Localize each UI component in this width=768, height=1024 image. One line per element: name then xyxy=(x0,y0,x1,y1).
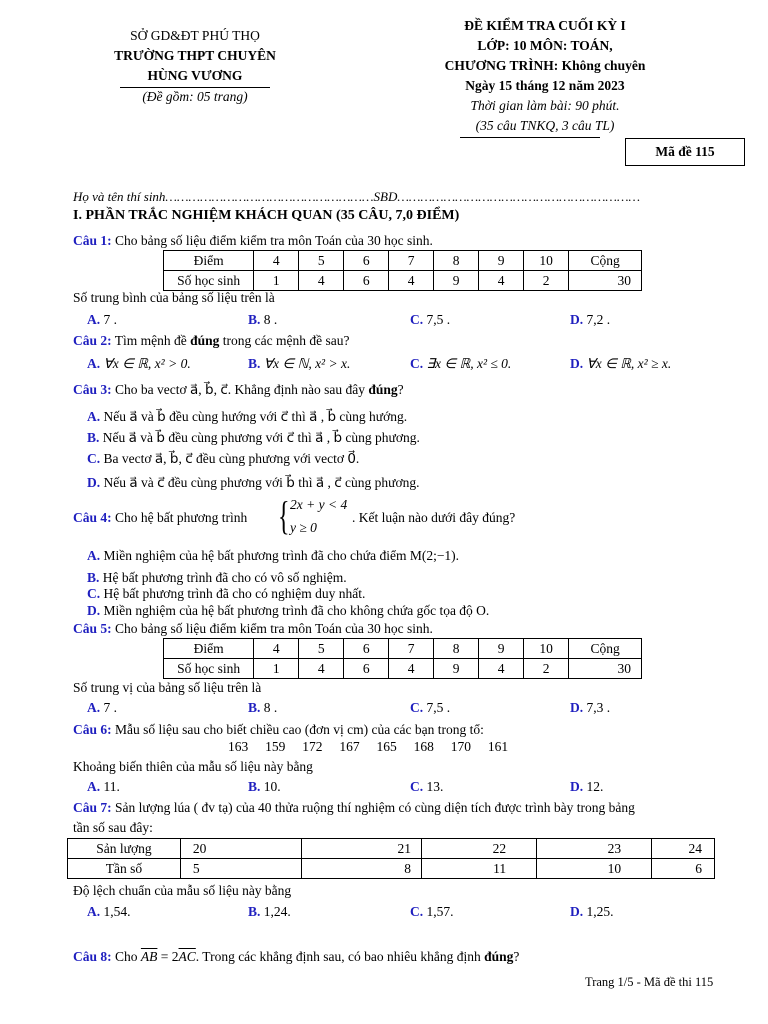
table-row xyxy=(164,639,642,659)
table-row xyxy=(68,859,715,879)
header-right-rule xyxy=(460,137,600,138)
table-row xyxy=(164,251,642,271)
header-left-rule xyxy=(120,87,270,88)
question-5: Câu 5: Cho bảng số liệu điểm kiểm tra môn Toán của 30 học sinh. xyxy=(73,621,433,636)
question-6: Câu 6: Mẫu số liệu sau cho biết chiều cao (đơn vị cm) của các bạn trong tổ: xyxy=(73,722,484,737)
question-4-tail: . Kết luận nào dưới đây đúng? xyxy=(352,510,516,525)
table-cell: 10 xyxy=(537,859,652,879)
system-line-2: y ≥ 0 xyxy=(290,520,317,535)
table-cell: Số học sinh xyxy=(164,659,254,679)
table-cell: 9 xyxy=(479,251,524,271)
question-3: Câu 3: Cho ba vectơ a⃗, b⃗, c⃗. Khẳng định nào sau đây đúng? xyxy=(73,382,404,397)
score-table-1 xyxy=(163,250,642,291)
option-d[interactable]: D. 7,3 . xyxy=(570,700,611,715)
option-a[interactable]: A. 7 . xyxy=(87,312,117,327)
table-cell: 8 xyxy=(434,251,479,271)
table-cell: 4 xyxy=(299,271,344,291)
table-cell: 9 xyxy=(434,271,479,291)
department-name: SỞ GD&ĐT PHÚ THỌ xyxy=(130,28,260,43)
table-cell: 2 xyxy=(524,271,569,291)
option-b[interactable]: B. 1,24. xyxy=(248,904,291,919)
option-c[interactable]: C. 13. xyxy=(410,779,444,794)
table-cell: 30 xyxy=(569,271,642,291)
table-cell: Cộng xyxy=(569,251,642,271)
question-1-prompt: Số trung bình của bảng số liệu trên là xyxy=(73,290,275,305)
page-footer: Trang 1/5 - Mã đề thi 115 xyxy=(585,975,714,989)
table-cell: 4 xyxy=(389,659,434,679)
table-cell: 1 xyxy=(254,659,299,679)
option-d[interactable]: D. 7,2 . xyxy=(570,312,611,327)
exam-class-subject: LỚP: 10 MÔN: TOÁN, xyxy=(477,38,613,53)
table-row xyxy=(68,839,715,859)
option-d[interactable]: D. 12. xyxy=(570,779,604,794)
exam-program: CHƯƠNG TRÌNH: Không chuyên xyxy=(444,58,646,73)
table-cell: 8 xyxy=(434,639,479,659)
option-b[interactable]: B. 10. xyxy=(248,779,281,794)
section-title: I. PHẦN TRẮC NGHIỆM KHÁCH QUAN (35 CÂU, 7,0 ĐIỂM) xyxy=(73,208,460,223)
school-name: TRƯỜNG THPT CHUYÊN xyxy=(114,48,276,63)
question-label: Câu 1: xyxy=(73,233,112,248)
option-a[interactable]: A. 7 . xyxy=(87,700,117,715)
table-cell: 5 xyxy=(180,859,302,879)
table-cell: 6 xyxy=(344,639,389,659)
table-cell: 21 xyxy=(302,839,422,859)
table-cell: 4 xyxy=(479,271,524,291)
table-cell: 1 xyxy=(254,271,299,291)
question-4: Câu 4: Cho hệ bất phương trình xyxy=(73,510,248,525)
table-cell: 5 xyxy=(299,639,344,659)
exam-structure: (35 câu TNKQ, 3 câu TL) xyxy=(475,118,615,133)
option-a[interactable]: A. Miền nghiệm của hệ bất phương trình đã cho chứa điểm M(2;−1). xyxy=(87,548,460,563)
table-cell: 9 xyxy=(434,659,479,679)
option-b[interactable]: B. 8 . xyxy=(248,700,278,715)
table-cell: 6 xyxy=(652,859,715,879)
option-a[interactable]: A. 1,54. xyxy=(87,904,131,919)
question-8: Câu 8: Cho $\overline{AB} = 2\overline{AC}$. Trong các khẳng định sau, có bao nhiêu khẳng định đúng? xyxy=(73,949,520,964)
question-7-line-2: tần số sau đây: xyxy=(73,820,153,835)
table-cell: 4 xyxy=(479,659,524,679)
option-b[interactable]: B. ∀x ∈ ℕ, x² > x. xyxy=(248,356,351,371)
option-a[interactable]: A. 11. xyxy=(87,779,120,794)
option-b[interactable]: B. 8 . xyxy=(248,312,278,327)
table-cell: 6 xyxy=(344,659,389,679)
table-cell: 7 xyxy=(389,251,434,271)
option-d[interactable]: D. 1,25. xyxy=(570,904,614,919)
exam-duration: Thời gian làm bài: 90 phút. xyxy=(470,98,620,113)
question-2: Câu 2: Tìm mệnh đề đúng trong các mệnh đề sau? xyxy=(73,333,350,348)
table-cell: 4 xyxy=(254,251,299,271)
table-cell: 4 xyxy=(389,271,434,291)
table-cell: 9 xyxy=(479,639,524,659)
table-cell: 10 xyxy=(524,251,569,271)
table-cell: 4 xyxy=(254,639,299,659)
height-values: 163 159 172 167 165 168 170 161 xyxy=(228,739,509,754)
option-a[interactable]: A. ∀x ∈ ℝ, x² > 0. xyxy=(87,356,191,371)
option-d[interactable]: D. Nếu a⃗ và c⃗ đều cùng phương với b⃗ thì a⃗ , c⃗ cùng phương. xyxy=(87,475,420,490)
system-line-1: 2x + y < 4 xyxy=(290,497,348,512)
table-cell: 22 xyxy=(422,839,537,859)
option-c[interactable]: C. Ba vectơ a⃗, b⃗, c⃗ đều cùng phương với vectơ 0⃗. xyxy=(87,451,360,466)
student-info-line: Họ và tên thí sinh………………………………………………SBD……………………………………………………… xyxy=(73,189,641,204)
option-b[interactable]: B. Nếu a⃗ và b⃗ đều cùng phương với c⃗ thì a⃗ , b⃗ cùng phương. xyxy=(87,430,420,445)
system-brace: { xyxy=(278,493,290,538)
option-c[interactable]: C. 1,57. xyxy=(410,904,454,919)
school-name-2: HÙNG VƯƠNG xyxy=(147,68,243,83)
exam-date: Ngày 15 tháng 12 năm 2023 xyxy=(465,78,625,93)
exam-title: ĐỀ KIỂM TRA CUỐI KỲ I xyxy=(464,18,626,33)
table-row xyxy=(164,271,642,291)
table-cell: 6 xyxy=(344,251,389,271)
option-b[interactable]: B. Hệ bất phương trình đã cho có vô số nghiệm. xyxy=(87,570,347,585)
table-cell: 24 xyxy=(652,839,715,859)
table-row xyxy=(164,659,642,679)
table-cell: Số học sinh xyxy=(164,271,254,291)
question-text: Cho bảng số liệu điểm kiểm tra môn Toán của 30 học sinh. xyxy=(111,233,433,248)
table-cell: 10 xyxy=(524,639,569,659)
table-cell: 2 xyxy=(524,659,569,679)
exam-code-box: Mã đề 115 xyxy=(625,138,745,166)
table-cell: Sản lượng xyxy=(68,839,181,859)
question-5-prompt: Số trung vị của bảng số liệu trên là xyxy=(73,680,262,695)
table-cell: Điểm xyxy=(164,639,254,659)
table-cell: 4 xyxy=(299,659,344,679)
yield-table xyxy=(67,838,715,879)
option-d[interactable]: D. Miền nghiệm của hệ bất phương trình đã cho không chứa gốc tọa độ O. xyxy=(87,603,490,618)
question-1 xyxy=(73,233,433,249)
table-cell: 23 xyxy=(537,839,652,859)
score-table-2 xyxy=(163,638,642,679)
table-cell: Tần số xyxy=(68,859,181,879)
option-a[interactable]: A. Nếu a⃗ và b⃗ đều cùng hướng với c⃗ thì a⃗ , b⃗ cùng hướng. xyxy=(87,409,408,424)
table-cell: 11 xyxy=(422,859,537,879)
option-c[interactable]: C. ∃x ∈ ℝ, x² ≤ 0. xyxy=(410,356,512,371)
option-c[interactable]: C. 7,5 . xyxy=(410,312,451,327)
option-d[interactable]: D. ∀x ∈ ℝ, x² ≥ x. xyxy=(570,356,672,371)
question-7-prompt: Độ lệch chuẩn của mẫu số liệu này bằng xyxy=(73,883,292,898)
table-cell: 6 xyxy=(344,271,389,291)
table-cell: 20 xyxy=(180,839,302,859)
question-7: Câu 7: Sản lượng lúa ( đv tạ) của 40 thửa ruộng thí nghiệm có cùng diện tích được trình bày trong bảng xyxy=(73,800,635,815)
table-cell: Cộng xyxy=(569,639,642,659)
table-cell: 30 xyxy=(569,659,642,679)
option-c[interactable]: C. 7,5 . xyxy=(410,700,451,715)
page-count-note: (Đề gồm: 05 trang) xyxy=(142,89,248,104)
table-cell: 7 xyxy=(389,639,434,659)
table-cell: 5 xyxy=(299,251,344,271)
question-6-prompt: Khoảng biến thiên của mẫu số liệu này bằng xyxy=(73,759,313,774)
table-cell: 8 xyxy=(302,859,422,879)
table-cell: Điểm xyxy=(164,251,254,271)
option-c[interactable]: C. Hệ bất phương trình đã cho có nghiệm duy nhất. xyxy=(87,586,366,601)
